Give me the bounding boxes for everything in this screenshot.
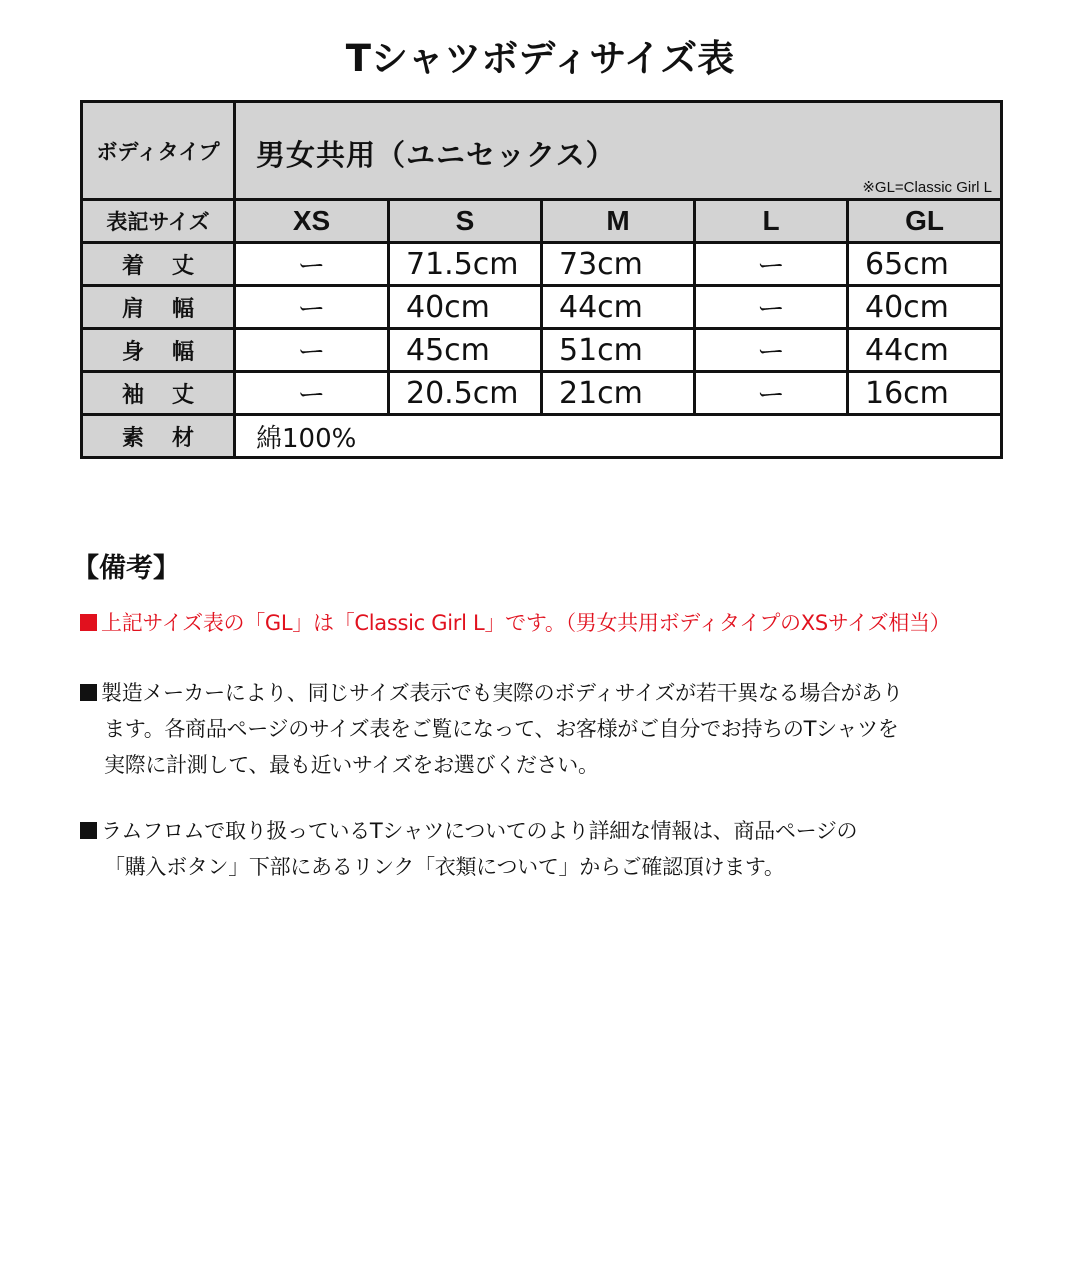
table-row bbox=[82, 286, 1002, 329]
table-cell: 40cm bbox=[389, 286, 542, 329]
material-value: 綿100% bbox=[235, 415, 1002, 458]
table-cell: 51cm bbox=[542, 329, 695, 372]
size-label-row bbox=[82, 200, 1002, 243]
size-header-gl: GL bbox=[848, 200, 1002, 243]
table-cell: ー bbox=[695, 329, 848, 372]
table-cell: ー bbox=[695, 286, 848, 329]
paragraph-line: 実際に計測して、最も近いサイズをお選びください。 bbox=[104, 753, 599, 777]
red-note bbox=[80, 607, 950, 637]
table-cell: ー bbox=[235, 329, 389, 372]
paragraph-line: 「購入ボタン」下部にあるリンク「衣類について」からご確認頂けます。 bbox=[104, 855, 785, 879]
table-cell: 73cm bbox=[542, 243, 695, 286]
remark-paragraph-1 bbox=[80, 675, 903, 783]
size-header-s: S bbox=[389, 200, 542, 243]
row-label-body-width: 身幅 bbox=[82, 329, 235, 372]
paragraph-text: ラムフロムで取り扱っているTシャツについてのより詳細な情報は、商品ページの bbox=[101, 819, 858, 843]
table-cell: 40cm bbox=[848, 286, 1002, 329]
body-type-value: 男女共用（ユニセックス） bbox=[256, 138, 616, 172]
remark-paragraph-2 bbox=[80, 813, 857, 885]
body-type-row bbox=[82, 102, 1002, 200]
row-label-sleeve: 袖丈 bbox=[82, 372, 235, 415]
body-type-label: ボディタイプ bbox=[82, 102, 235, 200]
page-title: Tシャツボディサイズ表 bbox=[345, 37, 735, 80]
table-row bbox=[82, 329, 1002, 372]
table-cell: ー bbox=[235, 243, 389, 286]
table-cell: 16cm bbox=[848, 372, 1002, 415]
remarks-heading: 【備考】 bbox=[72, 553, 180, 584]
table-cell: ー bbox=[695, 372, 848, 415]
table-cell: 20.5cm bbox=[389, 372, 542, 415]
paragraph-line: ます。各商品ページのサイズ表をご覧になって、お客様がご自分でお持ちのTシャツを bbox=[104, 717, 899, 741]
size-header-m: M bbox=[542, 200, 695, 243]
size-label: 表記サイズ bbox=[82, 200, 235, 243]
table-cell: 44cm bbox=[542, 286, 695, 329]
size-table bbox=[80, 100, 1003, 459]
row-label-length: 着丈 bbox=[82, 243, 235, 286]
paragraph-text: 製造メーカーにより、同じサイズ表示でも実際のボディサイズが若干異なる場合があり bbox=[101, 681, 903, 705]
size-header-xs: XS bbox=[235, 200, 389, 243]
table-cell: 21cm bbox=[542, 372, 695, 415]
table-cell: 44cm bbox=[848, 329, 1002, 372]
table-cell: ー bbox=[235, 286, 389, 329]
paragraph-line bbox=[80, 675, 903, 711]
red-note-text: 上記サイズ表の「GL」は「Classic Girl L」です。（男女共用ボディタイプのXSサイズ相当） bbox=[101, 611, 951, 635]
table-row bbox=[82, 243, 1002, 286]
square-bullet-icon bbox=[80, 822, 97, 839]
square-bullet-icon bbox=[80, 684, 97, 701]
table-cell: 71.5cm bbox=[389, 243, 542, 286]
table-cell: ー bbox=[235, 372, 389, 415]
paragraph-line bbox=[80, 813, 857, 849]
body-type-note: ※GL=Classic Girl L bbox=[862, 179, 993, 196]
table-cell: 45cm bbox=[389, 329, 542, 372]
body-type-cell bbox=[235, 102, 1002, 200]
row-label-material: 素材 bbox=[82, 415, 235, 458]
square-bullet-icon bbox=[80, 614, 97, 631]
material-row bbox=[82, 415, 1002, 458]
table-row bbox=[82, 372, 1002, 415]
table-cell: 65cm bbox=[848, 243, 1002, 286]
table-cell: ー bbox=[695, 243, 848, 286]
size-header-l: L bbox=[695, 200, 848, 243]
row-label-shoulder: 肩幅 bbox=[82, 286, 235, 329]
